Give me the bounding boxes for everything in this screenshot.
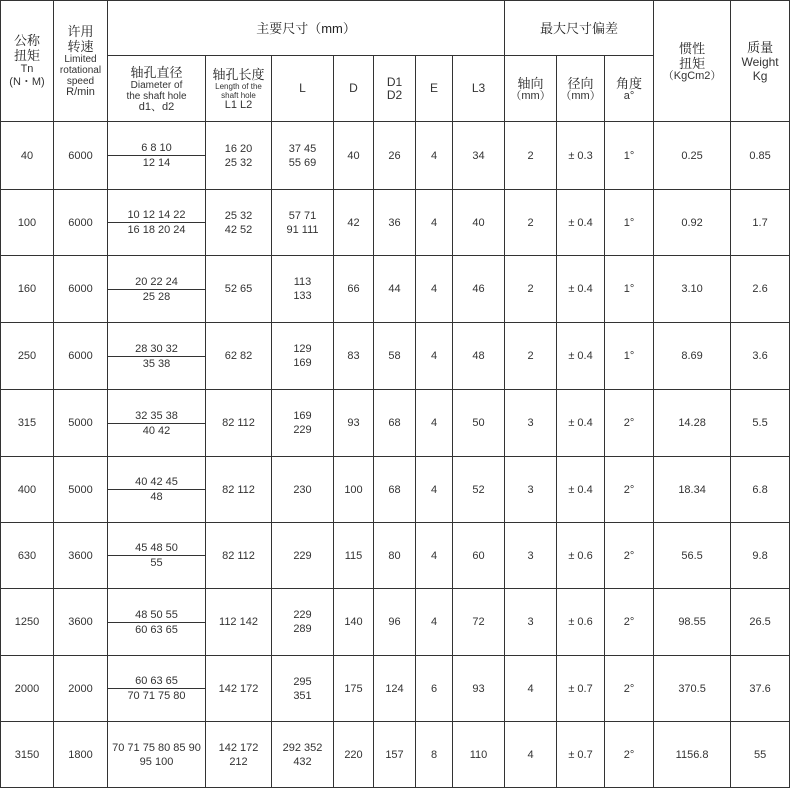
cell-E: 4 bbox=[416, 122, 453, 190]
header-D: D bbox=[334, 56, 374, 122]
cell-bore-line: 48 50 55 bbox=[135, 608, 178, 621]
cell-D1: 68 bbox=[374, 457, 416, 523]
cell-tn: 2000 bbox=[1, 656, 54, 722]
cell-weight: 26.5 bbox=[731, 589, 790, 656]
cell-hole-length-line: 25 32 bbox=[224, 156, 253, 169]
cell-inertia: 0.92 bbox=[654, 190, 731, 256]
cell-L3: 72 bbox=[453, 589, 505, 656]
cell-hole-length-line: 62 82 bbox=[224, 350, 253, 362]
cell-hole-length-line: 16 20 bbox=[224, 142, 253, 155]
cell-D: 220 bbox=[334, 722, 374, 788]
cell-angle: 2° bbox=[605, 589, 654, 656]
cell-D: 93 bbox=[334, 390, 374, 457]
cell-D: 115 bbox=[334, 523, 374, 589]
cell-hole-length bbox=[206, 256, 272, 323]
cell-angle: 1° bbox=[605, 256, 654, 323]
cell-radial: ± 0.4 bbox=[557, 323, 605, 390]
header-speed: 许用 转速 Limited rotational speed R/min bbox=[54, 1, 108, 122]
cell-L3: 93 bbox=[453, 656, 505, 722]
cell-bore bbox=[108, 457, 206, 523]
header-inertia: 惯性 扭矩 （KgCm2） bbox=[654, 1, 731, 122]
cell-inertia: 56.5 bbox=[654, 523, 731, 589]
cell-L3: 48 bbox=[453, 323, 505, 390]
cell-speed: 6000 bbox=[54, 190, 108, 256]
cell-hole-length-line: 25 32 bbox=[224, 209, 253, 222]
cell-bore-line: 70 71 75 80 85 90 95 100 bbox=[112, 741, 201, 768]
cell-hole-length-line: 82 112 bbox=[222, 417, 255, 429]
table-row bbox=[1, 523, 790, 589]
cell-D1: 96 bbox=[374, 589, 416, 656]
cell-axial: 2 bbox=[505, 122, 557, 190]
cell-L-line: 230 bbox=[293, 483, 312, 496]
cell-inertia: 18.34 bbox=[654, 457, 731, 523]
cell-weight: 3.6 bbox=[731, 323, 790, 390]
cell-L-line: 55 69 bbox=[288, 156, 317, 169]
cell-L3: 60 bbox=[453, 523, 505, 589]
cell-bore-line: 25 28 bbox=[108, 289, 205, 304]
header-main-dimensions: 主要尺寸（mm） bbox=[108, 1, 505, 56]
cell-L3: 40 bbox=[453, 190, 505, 256]
cell-weight: 37.6 bbox=[731, 656, 790, 722]
cell-speed: 6000 bbox=[54, 122, 108, 190]
cell-L-line: 57 71 bbox=[288, 209, 317, 222]
cell-radial: ± 0.7 bbox=[557, 722, 605, 788]
table-row bbox=[1, 323, 790, 390]
cell-radial: ± 0.4 bbox=[557, 390, 605, 457]
header-angle: 角度 a° bbox=[605, 56, 654, 122]
cell-hole-length-line: 112 142 bbox=[219, 616, 258, 628]
cell-L bbox=[272, 722, 334, 788]
cell-L-line: 295 bbox=[293, 675, 312, 688]
cell-E: 4 bbox=[416, 390, 453, 457]
cell-inertia: 1156.8 bbox=[654, 722, 731, 788]
cell-D1: 157 bbox=[374, 722, 416, 788]
cell-D: 40 bbox=[334, 122, 374, 190]
cell-E: 6 bbox=[416, 656, 453, 722]
cell-hole-length bbox=[206, 656, 272, 722]
table-row bbox=[1, 722, 790, 788]
cell-bore bbox=[108, 323, 206, 390]
cell-hole-length-line: 42 52 bbox=[224, 223, 253, 236]
header-axial: 轴向 （mm） bbox=[505, 56, 557, 122]
cell-D: 175 bbox=[334, 656, 374, 722]
cell-L bbox=[272, 589, 334, 656]
cell-inertia: 3.10 bbox=[654, 256, 731, 323]
cell-L bbox=[272, 656, 334, 722]
cell-bore bbox=[108, 589, 206, 656]
cell-inertia: 8.69 bbox=[654, 323, 731, 390]
cell-L bbox=[272, 122, 334, 190]
cell-hole-length bbox=[206, 523, 272, 589]
cell-L3: 50 bbox=[453, 390, 505, 457]
cell-hole-length-line: 212 bbox=[229, 755, 248, 768]
header-D1-D2: D1 D2 bbox=[374, 56, 416, 122]
cell-L-line: 229 bbox=[293, 549, 312, 562]
cell-bore-line: 40 42 45 bbox=[135, 476, 178, 488]
cell-speed: 5000 bbox=[54, 457, 108, 523]
cell-L bbox=[272, 457, 334, 523]
cell-hole-length bbox=[206, 457, 272, 523]
cell-bore-line: 35 38 bbox=[108, 356, 205, 371]
cell-bore-line: 45 48 50 bbox=[135, 542, 178, 554]
cell-axial: 3 bbox=[505, 589, 557, 656]
cell-D1: 80 bbox=[374, 523, 416, 589]
cell-bore-line: 28 30 32 bbox=[135, 342, 178, 355]
cell-radial: ± 0.4 bbox=[557, 190, 605, 256]
cell-weight: 1.7 bbox=[731, 190, 790, 256]
cell-bore-line: 60 63 65 bbox=[135, 675, 178, 687]
cell-axial: 3 bbox=[505, 390, 557, 457]
cell-bore-line: 48 bbox=[108, 489, 205, 504]
cell-weight: 0.85 bbox=[731, 122, 790, 190]
table-row bbox=[1, 589, 790, 656]
cell-bore-line: 10 12 14 22 bbox=[127, 209, 186, 221]
cell-L bbox=[272, 190, 334, 256]
cell-bore-line: 55 bbox=[108, 555, 205, 570]
cell-radial: ± 0.7 bbox=[557, 656, 605, 722]
cell-hole-length-line: 142 172 bbox=[218, 682, 259, 695]
cell-weight: 55 bbox=[731, 722, 790, 788]
cell-hole-length bbox=[206, 390, 272, 457]
cell-speed: 2000 bbox=[54, 656, 108, 722]
cell-weight: 5.5 bbox=[731, 390, 790, 457]
cell-axial: 3 bbox=[505, 523, 557, 589]
cell-bore-line: 70 71 75 80 bbox=[108, 688, 205, 703]
cell-axial: 4 bbox=[505, 722, 557, 788]
cell-L-line: 37 45 bbox=[288, 142, 317, 155]
cell-speed: 3600 bbox=[54, 523, 108, 589]
table-row bbox=[1, 256, 790, 323]
table-row bbox=[1, 457, 790, 523]
cell-L-line: 229 bbox=[293, 424, 312, 436]
cell-inertia: 98.55 bbox=[654, 589, 731, 656]
cell-D1: 36 bbox=[374, 190, 416, 256]
cell-radial: ± 0.4 bbox=[557, 256, 605, 323]
cell-speed: 1800 bbox=[54, 722, 108, 788]
cell-bore-line: 12 14 bbox=[108, 155, 205, 170]
header-L: L bbox=[272, 56, 334, 122]
cell-hole-length bbox=[206, 722, 272, 788]
cell-bore-line: 16 18 20 24 bbox=[108, 222, 205, 237]
cell-hole-length-line: 52 65 bbox=[224, 283, 253, 295]
table-row bbox=[1, 656, 790, 722]
cell-speed: 5000 bbox=[54, 390, 108, 457]
cell-bore-line: 20 22 24 bbox=[135, 275, 178, 288]
cell-D1: 26 bbox=[374, 122, 416, 190]
cell-angle: 1° bbox=[605, 122, 654, 190]
cell-speed: 6000 bbox=[54, 256, 108, 323]
cell-weight: 9.8 bbox=[731, 523, 790, 589]
cell-radial: ± 0.6 bbox=[557, 523, 605, 589]
header-tn: 公称 扭矩 Tn (N・M) bbox=[1, 1, 54, 122]
cell-radial: ± 0.3 bbox=[557, 122, 605, 190]
cell-tn: 1250 bbox=[1, 589, 54, 656]
cell-E: 8 bbox=[416, 722, 453, 788]
header-hole-length: 轴孔长度 Length of the shaft hole L1 L2 bbox=[206, 56, 272, 122]
cell-angle: 2° bbox=[605, 390, 654, 457]
cell-L bbox=[272, 523, 334, 589]
cell-tn: 100 bbox=[1, 190, 54, 256]
cell-speed: 6000 bbox=[54, 323, 108, 390]
cell-hole-length-line: 142 172 bbox=[218, 741, 259, 754]
cell-bore-line: 32 35 38 bbox=[135, 409, 178, 422]
cell-radial: ± 0.6 bbox=[557, 589, 605, 656]
cell-tn: 250 bbox=[1, 323, 54, 390]
cell-bore-line: 40 42 bbox=[108, 423, 205, 438]
cell-angle: 1° bbox=[605, 323, 654, 390]
cell-tn: 630 bbox=[1, 523, 54, 589]
cell-L bbox=[272, 390, 334, 457]
header-max-deviation: 最大尺寸偏差 bbox=[505, 1, 654, 56]
cell-E: 4 bbox=[416, 457, 453, 523]
cell-hole-length bbox=[206, 122, 272, 190]
cell-axial: 2 bbox=[505, 256, 557, 323]
cell-tn: 40 bbox=[1, 122, 54, 190]
cell-bore bbox=[108, 523, 206, 589]
table-row bbox=[1, 190, 790, 256]
cell-axial: 3 bbox=[505, 457, 557, 523]
cell-bore-line: 60 63 65 bbox=[108, 622, 205, 637]
header-radial: 径向 （mm） bbox=[557, 56, 605, 122]
cell-angle: 2° bbox=[605, 656, 654, 722]
cell-D1: 58 bbox=[374, 323, 416, 390]
cell-L-line: 229 bbox=[293, 609, 312, 621]
cell-D1: 44 bbox=[374, 256, 416, 323]
cell-axial: 2 bbox=[505, 190, 557, 256]
cell-speed: 3600 bbox=[54, 589, 108, 656]
cell-L3: 110 bbox=[453, 722, 505, 788]
header-E: E bbox=[416, 56, 453, 122]
cell-L-line: 169 bbox=[293, 357, 312, 369]
cell-tn: 160 bbox=[1, 256, 54, 323]
cell-bore bbox=[108, 656, 206, 722]
cell-E: 4 bbox=[416, 256, 453, 323]
cell-tn: 3150 bbox=[1, 722, 54, 788]
cell-axial: 4 bbox=[505, 656, 557, 722]
cell-hole-length-line: 82 112 bbox=[222, 549, 255, 562]
table-row bbox=[1, 390, 790, 457]
cell-bore bbox=[108, 256, 206, 323]
cell-D: 66 bbox=[334, 256, 374, 323]
cell-E: 4 bbox=[416, 190, 453, 256]
cell-L-line: 292 352 bbox=[282, 741, 323, 754]
cell-L-line: 113 bbox=[293, 276, 312, 288]
cell-bore bbox=[108, 722, 206, 788]
cell-weight: 6.8 bbox=[731, 457, 790, 523]
cell-hole-length bbox=[206, 323, 272, 390]
header-L3: L3 bbox=[453, 56, 505, 122]
cell-bore-line: 6 8 10 bbox=[141, 142, 172, 154]
cell-L-line: 289 bbox=[293, 623, 312, 635]
cell-bore bbox=[108, 390, 206, 457]
cell-E: 4 bbox=[416, 323, 453, 390]
cell-angle: 2° bbox=[605, 722, 654, 788]
cell-bore bbox=[108, 190, 206, 256]
cell-radial: ± 0.4 bbox=[557, 457, 605, 523]
cell-inertia: 370.5 bbox=[654, 656, 731, 722]
header-weight: 质量 Weight Kg bbox=[731, 1, 790, 122]
cell-angle: 2° bbox=[605, 457, 654, 523]
cell-L-line: 129 bbox=[293, 343, 312, 355]
cell-D1: 124 bbox=[374, 656, 416, 722]
cell-D: 42 bbox=[334, 190, 374, 256]
cell-L3: 34 bbox=[453, 122, 505, 190]
header-bore-diameter: 轴孔直径 Diameter of the shaft hole d1、d2 bbox=[108, 56, 206, 122]
cell-hole-length bbox=[206, 190, 272, 256]
cell-angle: 1° bbox=[605, 190, 654, 256]
cell-inertia: 14.28 bbox=[654, 390, 731, 457]
cell-L3: 46 bbox=[453, 256, 505, 323]
cell-D: 140 bbox=[334, 589, 374, 656]
cell-L-line: 351 bbox=[293, 689, 312, 702]
cell-D: 100 bbox=[334, 457, 374, 523]
cell-tn: 400 bbox=[1, 457, 54, 523]
cell-bore bbox=[108, 122, 206, 190]
cell-hole-length bbox=[206, 589, 272, 656]
cell-L bbox=[272, 256, 334, 323]
cell-hole-length-line: 82 112 bbox=[222, 483, 255, 496]
cell-E: 4 bbox=[416, 589, 453, 656]
cell-L-line: 91 111 bbox=[286, 223, 319, 236]
cell-E: 4 bbox=[416, 523, 453, 589]
cell-angle: 2° bbox=[605, 523, 654, 589]
cell-L-line: 133 bbox=[293, 290, 312, 302]
cell-L-line: 432 bbox=[293, 755, 312, 768]
cell-inertia: 0.25 bbox=[654, 122, 731, 190]
cell-L bbox=[272, 323, 334, 390]
cell-D1: 68 bbox=[374, 390, 416, 457]
cell-weight: 2.6 bbox=[731, 256, 790, 323]
cell-D: 83 bbox=[334, 323, 374, 390]
cell-tn: 315 bbox=[1, 390, 54, 457]
cell-L-line: 169 bbox=[293, 410, 312, 422]
table-row bbox=[1, 122, 790, 190]
cell-L3: 52 bbox=[453, 457, 505, 523]
cell-axial: 2 bbox=[505, 323, 557, 390]
